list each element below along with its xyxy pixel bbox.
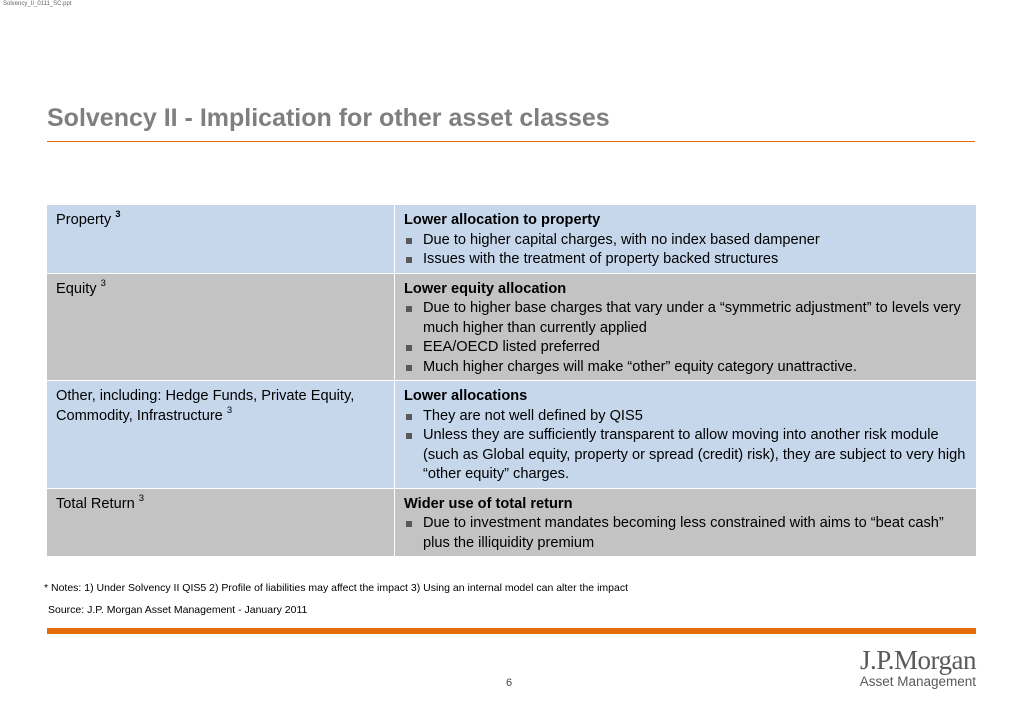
square-bullet-icon bbox=[406, 345, 412, 351]
implication-heading: Lower equity allocation bbox=[404, 280, 567, 297]
asset-class-label: Property bbox=[56, 212, 112, 228]
bullet-text: They are not well defined by QIS5 bbox=[423, 407, 643, 424]
implication-cell bbox=[395, 381, 977, 489]
implication-heading: Lower allocation to property bbox=[404, 212, 601, 228]
bullet-item bbox=[404, 358, 967, 378]
square-bullet-icon bbox=[406, 306, 412, 312]
bullet-text: Much higher charges will make “other” equity category unattractive. bbox=[423, 358, 857, 375]
bullet-item bbox=[404, 299, 967, 338]
asset-class-label: Equity bbox=[56, 280, 97, 297]
asset-class-cell bbox=[47, 488, 395, 556]
asset-class-label: Total Return bbox=[56, 495, 135, 512]
implication-cell bbox=[395, 205, 977, 273]
asset-class-label: Other, including: Hedge Funds, Private Equity, Commodity, Infrastructure bbox=[56, 388, 355, 424]
square-bullet-icon bbox=[406, 521, 412, 527]
bullet-item bbox=[404, 407, 967, 427]
file-name-label: Solvency_II_0111_SC.ppt bbox=[3, 1, 72, 7]
footnote-ref: 3 bbox=[100, 277, 106, 289]
bullet-text: Due to higher capital charges, with no index based dampener bbox=[423, 231, 820, 248]
bullet-item bbox=[404, 426, 967, 485]
table-row bbox=[47, 381, 976, 489]
logo-wordmark: J.P.Morgan bbox=[859, 645, 976, 675]
page-number: 6 bbox=[506, 677, 513, 689]
implication-cell bbox=[395, 488, 977, 556]
bullet-text: Unless they are sufficiently transparent to allow moving into another risk module (such as Global equity, property or spread (credit) risk), they are subject to very high “other equity” charges. bbox=[423, 427, 966, 482]
logo-subtitle: Asset Management bbox=[859, 674, 976, 689]
square-bullet-icon bbox=[406, 414, 412, 420]
square-bullet-icon bbox=[406, 365, 412, 371]
footnote-ref: 3 bbox=[226, 404, 233, 416]
square-bullet-icon bbox=[406, 433, 412, 439]
square-bullet-icon bbox=[406, 257, 412, 263]
bullet-item bbox=[404, 231, 967, 251]
bullet-item bbox=[404, 514, 967, 553]
bullet-item bbox=[404, 250, 967, 270]
asset-class-cell bbox=[47, 205, 395, 273]
footnotes: * Notes: 1) Under Solvency II QIS5 2) Profile of liabilities may affect the impact 3) Using an internal model can alter the impact bbox=[44, 582, 628, 594]
table-row bbox=[47, 273, 976, 381]
footer-divider bbox=[47, 628, 976, 634]
bullet-item bbox=[404, 338, 967, 358]
bullet-text: Due to higher base charges that vary under a “symmetric adjustment” to levels very much higher than currently applied bbox=[423, 300, 961, 336]
square-bullet-icon bbox=[406, 238, 412, 244]
source-note: Source: J.P. Morgan Asset Management - January 2011 bbox=[48, 604, 308, 616]
footnote-ref: 3 bbox=[138, 492, 145, 504]
table-row bbox=[47, 488, 976, 556]
implication-heading: Wider use of total return bbox=[404, 495, 573, 512]
jpmorgan-logo bbox=[850, 646, 976, 690]
asset-class-table bbox=[47, 205, 976, 556]
asset-class-cell bbox=[47, 273, 395, 381]
table-row bbox=[47, 205, 976, 273]
title-divider bbox=[47, 141, 975, 142]
implication-heading: Lower allocations bbox=[404, 388, 528, 404]
bullet-text: EEA/OECD listed preferred bbox=[423, 339, 600, 355]
asset-class-cell bbox=[47, 381, 395, 489]
implication-cell bbox=[395, 273, 977, 381]
bullet-text: Due to investment mandates becoming less constrained with aims to “beat cash” plus the illiquidity premium bbox=[423, 515, 944, 551]
bullet-text: Issues with the treatment of property backed structures bbox=[423, 251, 779, 267]
footnote-ref: 3 bbox=[115, 209, 121, 221]
slide-title: Solvency II - Implication for other asset classes bbox=[47, 104, 610, 132]
